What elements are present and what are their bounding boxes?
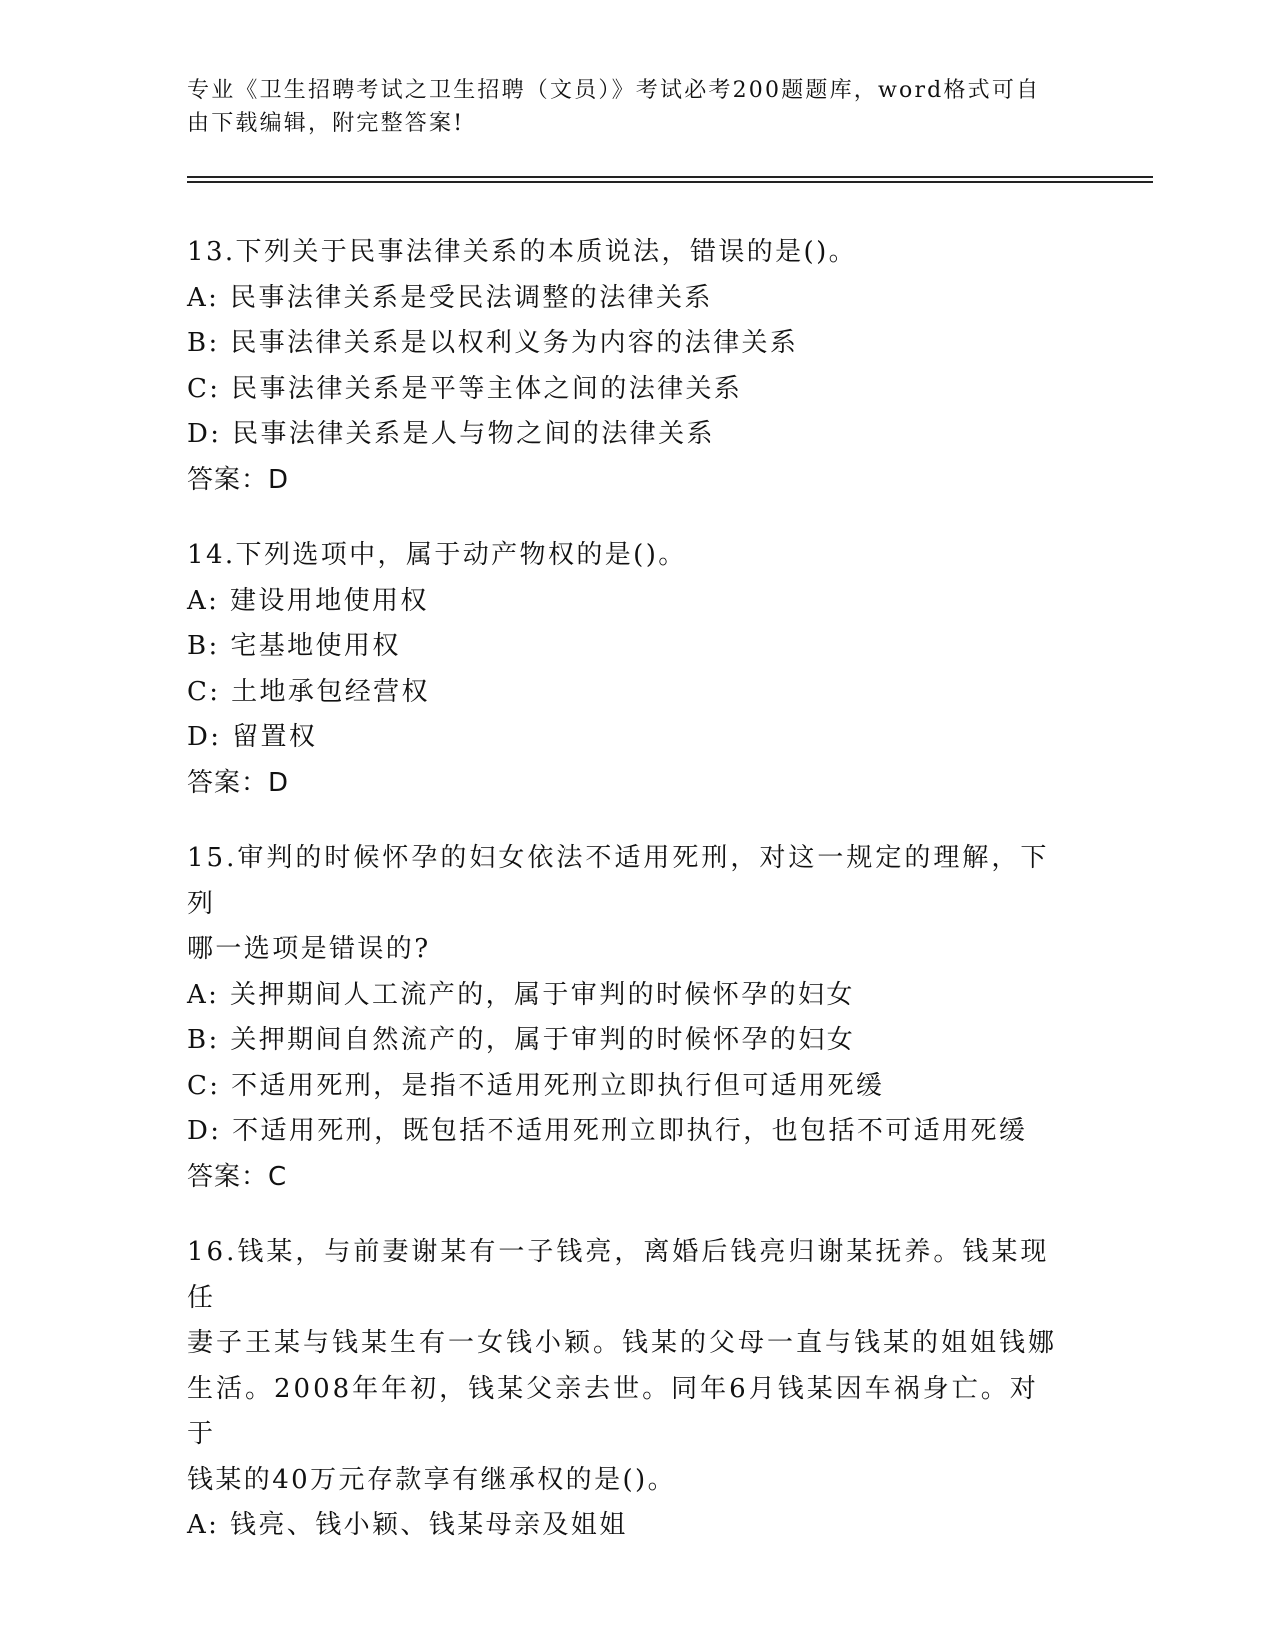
option-a: A: 关押期间人工流产的，属于审判的时候怀孕的妇女 [187,979,855,1010]
question-stem-line-1: 15.审判的时候怀孕的妇女依法不适用死刑，对这一规定的理解，下列 [187,843,1050,919]
option-b: B: 宅基地使用权 [187,631,401,661]
answer: 答案：D [187,464,290,495]
option-d: D: 民事法律关系是人与物之间的法律关系 [187,419,715,449]
option-b: B: 关押期间自然流产的，属于审判的时候怀孕的妇女 [187,1025,856,1055]
option-c: C: 民事法律关系是平等主体之间的法律关系 [187,373,743,404]
option-a: A: 民事法律关系是受民法调整的法律关系 [187,282,713,313]
header-line-1: 专业《卫生招聘考试之卫生招聘（文员）》考试必考200题题库，word格式可自 [187,78,1041,103]
question-stem: 14.下列选项中，属于动产物权的是()。 [187,540,687,570]
question-list [187,230,1067,1579]
question-16 [187,1230,1067,1549]
question-stem-line-4: 钱某的40万元存款享有继承权的是()。 [187,1464,676,1495]
question-stem-line-2: 妻子王某与钱某生有一女钱小颖。钱某的父母一直与钱某的姐姐钱娜 [187,1328,1058,1358]
option-a: A: 建设用地使用权 [187,585,429,616]
option-d: D: 留置权 [187,722,318,752]
answer: 答案：D [187,767,290,798]
option-c: C: 不适用死刑，是指不适用死刑立即执行但可适用死缓 [187,1070,885,1101]
question-15 [187,836,1067,1200]
header-divider-top [187,176,1153,178]
question-stem-line-3: 生活。2008年年初，钱某父亲去世。同年6月钱某因车祸身亡。对于 [187,1373,1039,1449]
header-divider-bottom [187,181,1153,183]
question-stem-line-1: 16.钱某，与前妻谢某有一子钱亮，离婚后钱亮归谢某抚养。钱某现任 [187,1237,1050,1313]
option-d: D: 不适用死刑，既包括不适用死刑立即执行，也包括不可适用死缓 [187,1116,1028,1146]
question-14 [187,533,1067,806]
question-13 [187,230,1067,503]
question-stem-line-2: 哪一选项是错误的? [187,934,431,964]
option-c: C: 土地承包经营权 [187,676,430,707]
header-line-2: 由下载编辑，附完整答案! [187,111,465,136]
question-stem: 13.下列关于民事法律关系的本质说法，错误的是()。 [187,237,858,267]
option-b: B: 民事法律关系是以权利义务为内容的法律关系 [187,328,799,358]
document-header [187,74,1067,140]
answer: 答案：C [187,1161,288,1192]
option-a: A: 钱亮、钱小颖、钱某母亲及姐姐 [187,1510,628,1540]
